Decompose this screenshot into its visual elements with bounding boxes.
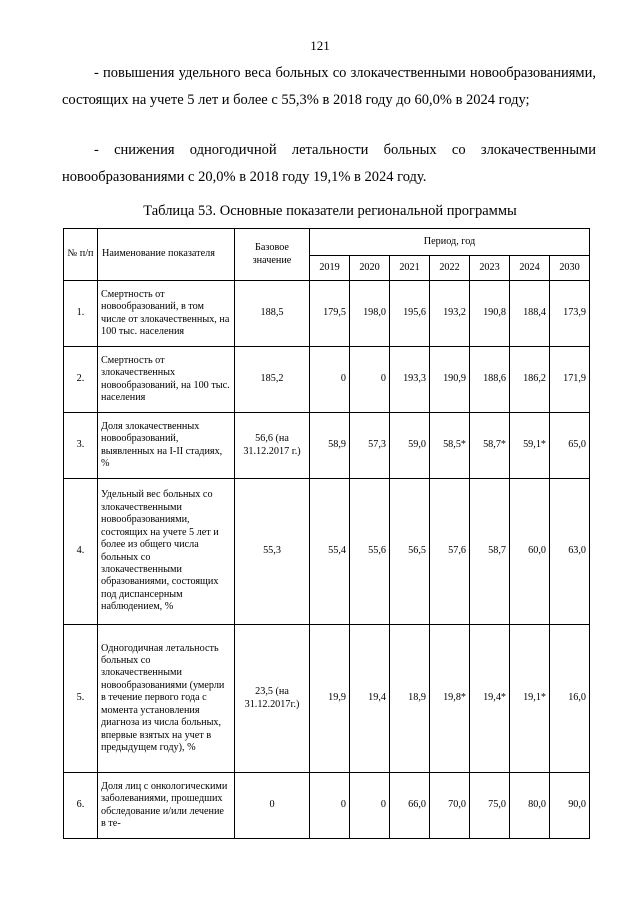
header-num: № п/п [64, 229, 98, 281]
value-cell: 70,0 [430, 773, 470, 839]
paragraph-1: - повышения удельного веса больных со злокачественными новообразованиями, состоящих на учете 5 лет и более с 55,3% в 2018 году до 60,0% в 2024 году; [62, 65, 596, 108]
value-cell: 19,4* [470, 625, 510, 773]
value-cell: 188,4 [510, 281, 550, 347]
base-value: 23,5 (на 31.12.2017г.) [235, 625, 310, 773]
indicator-name: Доля лиц с онкологическими заболеваниями, прошедших обследование и/или лечение в те- [98, 773, 235, 839]
row-number: 5. [64, 625, 98, 773]
value-cell: 0 [350, 773, 390, 839]
header-base: Базовое значение [235, 229, 310, 281]
value-cell: 59,0 [390, 413, 430, 479]
row-number: 3. [64, 413, 98, 479]
indicator-name: Удельный вес больных со злокачественными новообразованиями, состоящих на учете 5 лет и более из общего числа больных со злокачественными образованиями, состоящих под диспансерным наблюдением, % [98, 479, 235, 625]
header-year: 2020 [350, 256, 390, 281]
header-year: 2023 [470, 256, 510, 281]
value-cell: 190,9 [430, 347, 470, 413]
value-cell: 57,3 [350, 413, 390, 479]
value-cell: 63,0 [550, 479, 590, 625]
indicator-name: Смертность от новообразований, в том числе от злокачественных, на 100 тыс. населения [98, 281, 235, 347]
value-cell: 60,0 [510, 479, 550, 625]
row-number: 1. [64, 281, 98, 347]
value-cell: 57,6 [430, 479, 470, 625]
table-row [64, 347, 590, 413]
value-cell: 65,0 [550, 413, 590, 479]
header-year: 2019 [310, 256, 350, 281]
value-cell: 186,2 [510, 347, 550, 413]
table-row [64, 773, 590, 839]
table-row [64, 625, 590, 773]
header-year: 2030 [550, 256, 590, 281]
value-cell: 19,8* [430, 625, 470, 773]
value-cell: 90,0 [550, 773, 590, 839]
value-cell: 0 [310, 347, 350, 413]
header-year: 2022 [430, 256, 470, 281]
row-number: 4. [64, 479, 98, 625]
table-row [64, 413, 590, 479]
table-caption: Таблица 53. Основные показатели региональной программы [143, 203, 517, 219]
value-cell: 0 [310, 773, 350, 839]
value-cell: 0 [350, 347, 390, 413]
indicators-table [63, 228, 590, 839]
indicator-name: Доля злокачественных новообразований, выявленных на I-II стадиях, % [98, 413, 235, 479]
indicator-name: Смертность от злокачественных новообразований, на 100 тыс. населения [98, 347, 235, 413]
base-value: 55,3 [235, 479, 310, 625]
value-cell: 55,6 [350, 479, 390, 625]
header-period: Период, год [310, 229, 590, 256]
value-cell: 171,9 [550, 347, 590, 413]
page-number: 121 [310, 38, 330, 53]
value-cell: 19,9 [310, 625, 350, 773]
value-cell: 193,2 [430, 281, 470, 347]
row-number: 2. [64, 347, 98, 413]
table-row [64, 479, 590, 625]
value-cell: 188,6 [470, 347, 510, 413]
value-cell: 18,9 [390, 625, 430, 773]
header-year: 2021 [390, 256, 430, 281]
value-cell: 75,0 [470, 773, 510, 839]
paragraph-2: - снижения одногодичной летальности больных со злокачественными новообразованиями с 20,0% в 2018 году 19,1% в 2024 году. [62, 142, 596, 185]
value-cell: 55,4 [310, 479, 350, 625]
value-cell: 190,8 [470, 281, 510, 347]
value-cell: 19,1* [510, 625, 550, 773]
value-cell: 58,9 [310, 413, 350, 479]
indicator-name: Одногодичная летальность больных со злокачественными новообразованиями (умерли в течение первого года с момента установления диагноза из числа больных, впервые взятых на учет в предыдущем году), % [98, 625, 235, 773]
base-value: 185,2 [235, 347, 310, 413]
value-cell: 193,3 [390, 347, 430, 413]
base-value: 0 [235, 773, 310, 839]
base-value: 56,6 (на 31.12.2017 г.) [235, 413, 310, 479]
value-cell: 58,7* [470, 413, 510, 479]
row-number: 6. [64, 773, 98, 839]
value-cell: 66,0 [390, 773, 430, 839]
value-cell: 16,0 [550, 625, 590, 773]
value-cell: 56,5 [390, 479, 430, 625]
base-value: 188,5 [235, 281, 310, 347]
header-name: Наименование показателя [98, 229, 235, 281]
value-cell: 59,1* [510, 413, 550, 479]
value-cell: 179,5 [310, 281, 350, 347]
value-cell: 58,5* [430, 413, 470, 479]
value-cell: 58,7 [470, 479, 510, 625]
value-cell: 19,4 [350, 625, 390, 773]
header-year: 2024 [510, 256, 550, 281]
value-cell: 198,0 [350, 281, 390, 347]
value-cell: 195,6 [390, 281, 430, 347]
value-cell: 173,9 [550, 281, 590, 347]
value-cell: 80,0 [510, 773, 550, 839]
table-row [64, 281, 590, 347]
